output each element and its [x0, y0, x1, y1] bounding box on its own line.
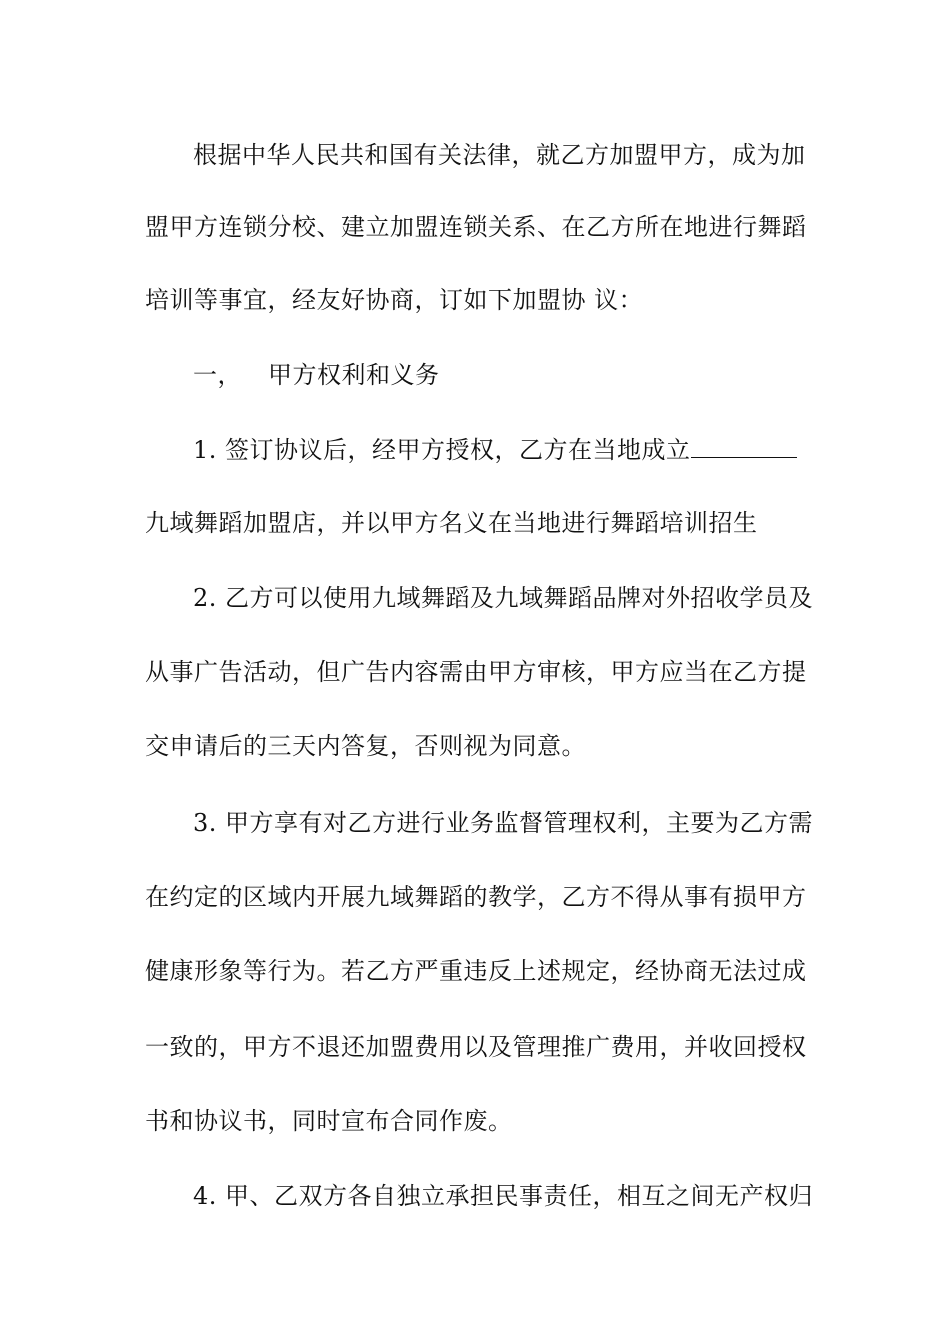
- clause-3-line-3: 健康形象等行为。若乙方严重违反上述规定，经协商无法过成: [145, 957, 807, 985]
- clause-3-line-4: 一致的，甲方不退还加盟费用以及管理推广费用，并收回授权: [145, 1033, 807, 1061]
- intro-line-3: 培训等事宜，经友好协商，订如下加盟协 议：: [145, 286, 644, 314]
- clause-1-line-1: [193, 435, 863, 465]
- section-title: 甲方权利和义务: [268, 361, 440, 389]
- clause-3-line-2: 在约定的区域内开展九域舞蹈的教学，乙方不得从事有损甲方: [145, 883, 807, 911]
- clause-1-text: 1. 签订协议后，经甲方授权，乙方在当地成立: [193, 436, 691, 464]
- clause-2-line-1: 2. 乙方可以使用九域舞蹈及九域舞蹈品牌对外招收学员及: [193, 584, 814, 612]
- intro-line-2: 盟甲方连锁分校、建立加盟连锁关系、在乙方所在地进行舞蹈: [145, 213, 807, 241]
- clause-1-line-2: 九域舞蹈加盟店，并以甲方名义在当地进行舞蹈培训招生: [145, 509, 758, 537]
- section-heading: [193, 360, 863, 390]
- fill-in-blank: [691, 435, 797, 458]
- section-number: 一，: [193, 361, 242, 389]
- intro-line-1: 根据中华人民共和国有关法律，就乙方加盟甲方，成为加: [193, 141, 806, 169]
- clause-2-line-2: 从事广告活动，但广告内容需由甲方审核，甲方应当在乙方提: [145, 658, 807, 686]
- clause-4-line-1: 4. 甲、乙双方各自独立承担民事责任，相互之间无产权归: [193, 1182, 814, 1210]
- clause-2-line-3: 交申请后的三天内答复，否则视为同意。: [145, 732, 586, 760]
- clause-3-line-1: 3. 甲方享有对乙方进行业务监督管理权利，主要为乙方需: [193, 809, 814, 837]
- clause-3-line-5: 书和协议书，同时宣布合同作废。: [145, 1107, 513, 1135]
